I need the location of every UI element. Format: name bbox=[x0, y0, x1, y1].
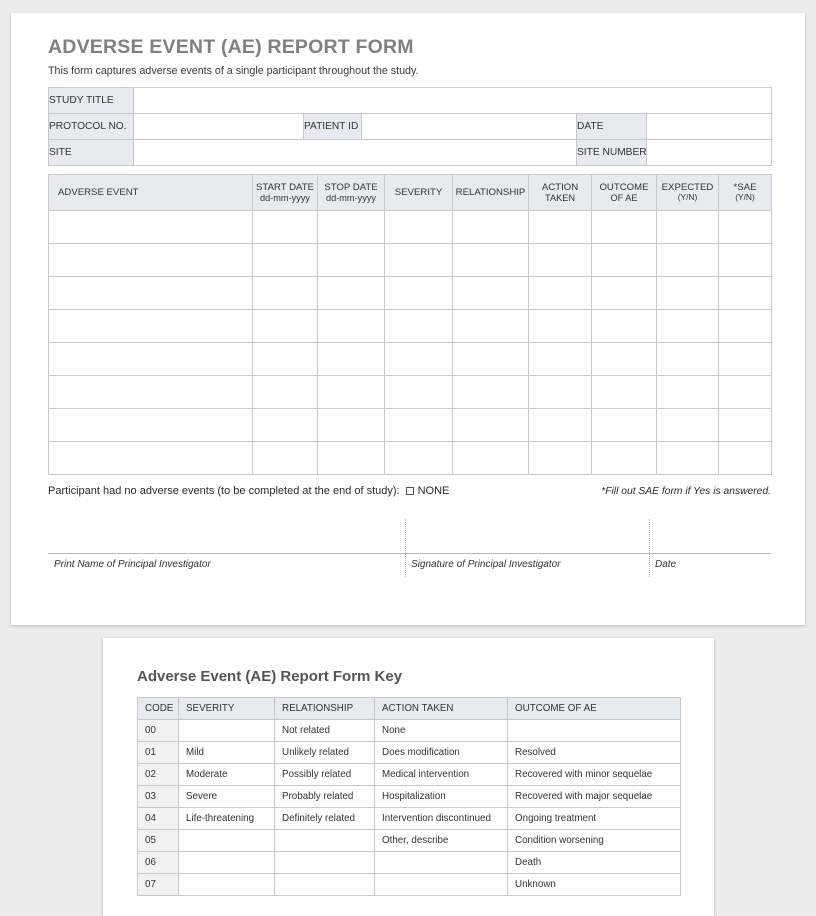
page-2-content bbox=[137, 668, 682, 896]
ae-entry-cell[interactable] bbox=[453, 343, 529, 376]
ae-entry-cell[interactable] bbox=[49, 343, 253, 376]
ae-entry-cell[interactable] bbox=[385, 442, 453, 475]
table-row bbox=[138, 764, 681, 786]
ae-entry-cell[interactable] bbox=[253, 244, 318, 277]
ae-entry-cell[interactable] bbox=[592, 310, 657, 343]
ae-entry-cell[interactable] bbox=[453, 244, 529, 277]
ae-entry-cell[interactable] bbox=[529, 343, 592, 376]
ae-entry-cell[interactable] bbox=[453, 409, 529, 442]
table-row bbox=[49, 211, 772, 244]
ae-column-header-sae bbox=[719, 175, 772, 211]
key-table-body bbox=[138, 720, 681, 896]
ae-column-header-outcome bbox=[592, 175, 657, 211]
table-row bbox=[49, 310, 772, 343]
key-page-title: Adverse Event (AE) Report Form Key bbox=[137, 668, 403, 685]
column-header-main: ACTION bbox=[541, 181, 579, 193]
table-row bbox=[49, 114, 772, 140]
ae-entry-cell[interactable] bbox=[453, 442, 529, 475]
key-value-cell: Does modification bbox=[375, 742, 508, 764]
ae-entry-cell[interactable] bbox=[49, 211, 253, 244]
key-value-cell bbox=[179, 720, 275, 742]
adverse-events-body bbox=[49, 211, 772, 475]
ae-entry-cell[interactable] bbox=[657, 244, 719, 277]
adverse-events-table bbox=[48, 174, 772, 475]
key-code-cell: 05 bbox=[138, 830, 179, 852]
key-value-cell: Resolved bbox=[508, 742, 681, 764]
none-label: NONE bbox=[417, 485, 450, 498]
ae-column-header-severity bbox=[385, 175, 453, 211]
table-row bbox=[138, 852, 681, 874]
column-header-sub: TAKEN bbox=[545, 193, 575, 203]
table-row bbox=[138, 874, 681, 896]
ae-entry-cell[interactable] bbox=[318, 343, 385, 376]
site-number-input[interactable] bbox=[647, 140, 772, 166]
study-title-label: STUDY TITLE bbox=[49, 88, 134, 114]
key-value-cell bbox=[179, 852, 275, 874]
ae-entry-cell[interactable] bbox=[719, 277, 772, 310]
ae-entry-cell[interactable] bbox=[453, 310, 529, 343]
ae-entry-cell[interactable] bbox=[385, 343, 453, 376]
ae-entry-cell[interactable] bbox=[719, 442, 772, 475]
key-code-cell: 07 bbox=[138, 874, 179, 896]
site-number-label: SITE NUMBER bbox=[577, 140, 647, 166]
ae-entry-cell[interactable] bbox=[318, 442, 385, 475]
date-label: DATE bbox=[577, 114, 647, 140]
none-checkbox[interactable] bbox=[406, 487, 414, 495]
ae-entry-cell[interactable] bbox=[318, 310, 385, 343]
key-value-cell: Recovered with minor sequelae bbox=[508, 764, 681, 786]
column-header-main: STOP DATE bbox=[324, 181, 378, 193]
table-row bbox=[49, 277, 772, 310]
ae-column-header-expected bbox=[657, 175, 719, 211]
ae-entry-cell[interactable] bbox=[592, 277, 657, 310]
ae-column-header-stop-date bbox=[318, 175, 385, 211]
column-header-sub: OF AE bbox=[610, 193, 638, 203]
ae-entry-cell[interactable] bbox=[253, 409, 318, 442]
key-value-cell: Medical intervention bbox=[375, 764, 508, 786]
key-value-cell: Other, describe bbox=[375, 830, 508, 852]
column-header-sub: dd-mm-yyyy bbox=[259, 193, 311, 203]
table-row bbox=[138, 742, 681, 764]
key-value-cell: Moderate bbox=[179, 764, 275, 786]
ae-entry-cell[interactable] bbox=[657, 277, 719, 310]
key-value-cell: Hospitalization bbox=[375, 786, 508, 808]
ae-entry-cell[interactable] bbox=[657, 310, 719, 343]
key-value-cell: Severe bbox=[179, 786, 275, 808]
ae-entry-cell[interactable] bbox=[657, 343, 719, 376]
column-header-note: (Y/N) bbox=[677, 192, 698, 203]
signature-divider-1 bbox=[405, 519, 406, 577]
date-input[interactable] bbox=[647, 114, 772, 140]
ae-entry-cell[interactable] bbox=[529, 310, 592, 343]
sae-note: *Fill out SAE form if Yes is answered. bbox=[601, 486, 771, 498]
ae-entry-cell[interactable] bbox=[453, 211, 529, 244]
column-header-main: EXPECTED bbox=[661, 182, 714, 194]
ae-column-header-action bbox=[529, 175, 592, 211]
ae-entry-cell[interactable] bbox=[453, 376, 529, 409]
ae-entry-cell[interactable] bbox=[318, 277, 385, 310]
table-row bbox=[49, 376, 772, 409]
key-code-cell: 03 bbox=[138, 786, 179, 808]
ae-entry-cell[interactable] bbox=[592, 442, 657, 475]
study-info-table bbox=[48, 87, 772, 166]
key-value-cell: Not related bbox=[275, 720, 375, 742]
key-value-cell: Unknown bbox=[508, 874, 681, 896]
key-column-header-code: CODE bbox=[138, 698, 179, 720]
key-value-cell bbox=[275, 874, 375, 896]
protocol-no-input[interactable] bbox=[134, 114, 304, 140]
ae-entry-cell[interactable] bbox=[49, 310, 253, 343]
page-1-content bbox=[48, 37, 776, 577]
adverse-events-header-row bbox=[49, 175, 772, 211]
ae-entry-cell[interactable] bbox=[253, 310, 318, 343]
key-value-cell: Death bbox=[508, 852, 681, 874]
key-value-cell: Life-threatening bbox=[179, 808, 275, 830]
no-events-row bbox=[48, 485, 771, 497]
table-row bbox=[49, 343, 772, 376]
key-value-cell bbox=[375, 874, 508, 896]
no-events-text: Participant had no adverse events (to be completed at the end of study): bbox=[48, 485, 400, 498]
ae-entry-cell[interactable] bbox=[529, 244, 592, 277]
signature-date-caption: Date bbox=[655, 559, 677, 571]
key-column-header-outcome-of-ae: OUTCOME OF AE bbox=[508, 698, 681, 720]
ae-entry-cell[interactable] bbox=[529, 376, 592, 409]
ae-entry-cell[interactable] bbox=[253, 343, 318, 376]
ae-entry-cell[interactable] bbox=[529, 442, 592, 475]
column-header-main: OUTCOME bbox=[599, 181, 649, 193]
ae-key-table bbox=[137, 697, 681, 896]
ae-entry-cell[interactable] bbox=[657, 442, 719, 475]
key-value-cell: Definitely related bbox=[275, 808, 375, 830]
key-value-cell: Unlikely related bbox=[275, 742, 375, 764]
ae-entry-cell[interactable] bbox=[253, 442, 318, 475]
ae-entry-cell[interactable] bbox=[719, 343, 772, 376]
form-key-page-2 bbox=[103, 638, 714, 916]
table-row bbox=[49, 140, 772, 166]
ae-entry-cell[interactable] bbox=[49, 376, 253, 409]
table-row bbox=[138, 830, 681, 852]
ae-entry-cell[interactable] bbox=[592, 244, 657, 277]
site-label: SITE bbox=[49, 140, 134, 166]
ae-entry-cell[interactable] bbox=[253, 211, 318, 244]
ae-entry-cell[interactable] bbox=[592, 409, 657, 442]
ae-entry-cell[interactable] bbox=[318, 376, 385, 409]
ae-entry-cell[interactable] bbox=[253, 277, 318, 310]
ae-entry-cell[interactable] bbox=[592, 343, 657, 376]
column-header-sub: dd-mm-yyyy bbox=[325, 193, 377, 203]
ae-entry-cell[interactable] bbox=[657, 376, 719, 409]
column-header-main: RELATIONSHIP bbox=[455, 187, 526, 199]
key-value-cell bbox=[375, 852, 508, 874]
signature-divider-2 bbox=[649, 519, 650, 577]
table-row bbox=[49, 244, 772, 277]
column-header-main: ADVERSE EVENT bbox=[58, 187, 139, 199]
signature-block bbox=[48, 519, 771, 577]
key-value-cell bbox=[275, 852, 375, 874]
print-name-caption: Print Name of Principal Investigator bbox=[54, 559, 211, 571]
ae-column-header-relationship bbox=[453, 175, 529, 211]
ae-entry-cell[interactable] bbox=[385, 409, 453, 442]
table-row bbox=[138, 720, 681, 742]
ae-entry-cell[interactable] bbox=[657, 211, 719, 244]
ae-entry-cell[interactable] bbox=[385, 244, 453, 277]
key-value-cell: Possibly related bbox=[275, 764, 375, 786]
key-value-cell: None bbox=[375, 720, 508, 742]
ae-entry-cell[interactable] bbox=[385, 310, 453, 343]
key-column-header-severity: SEVERITY bbox=[179, 698, 275, 720]
key-value-cell bbox=[179, 874, 275, 896]
key-value-cell: Intervention discontinued bbox=[375, 808, 508, 830]
key-code-cell: 02 bbox=[138, 764, 179, 786]
key-value-cell: Condition worsening bbox=[508, 830, 681, 852]
table-row bbox=[49, 409, 772, 442]
column-header-main: *SAE bbox=[733, 182, 757, 194]
ae-entry-cell[interactable] bbox=[49, 277, 253, 310]
form-page-1 bbox=[11, 13, 805, 625]
key-value-cell: Probably related bbox=[275, 786, 375, 808]
ae-entry-cell[interactable] bbox=[385, 211, 453, 244]
key-code-cell: 01 bbox=[138, 742, 179, 764]
signature-horizontal-rule bbox=[48, 553, 771, 554]
table-row bbox=[49, 88, 772, 114]
ae-entry-cell[interactable] bbox=[318, 211, 385, 244]
ae-entry-cell[interactable] bbox=[719, 310, 772, 343]
ae-entry-cell[interactable] bbox=[253, 376, 318, 409]
page-subtitle: This form captures adverse events of a single participant throughout the study. bbox=[48, 65, 419, 78]
patient-id-label: PATIENT ID bbox=[304, 114, 362, 140]
key-value-cell bbox=[508, 720, 681, 742]
study-title-input[interactable] bbox=[134, 88, 772, 114]
ae-entry-cell[interactable] bbox=[385, 376, 453, 409]
ae-entry-cell[interactable] bbox=[529, 409, 592, 442]
ae-entry-cell[interactable] bbox=[719, 409, 772, 442]
signature-caption: Signature of Principal Investigator bbox=[411, 559, 561, 571]
column-header-main: START DATE bbox=[256, 181, 314, 193]
key-value-cell: Mild bbox=[179, 742, 275, 764]
ae-entry-cell[interactable] bbox=[49, 244, 253, 277]
no-events-statement bbox=[48, 485, 449, 497]
key-code-cell: 06 bbox=[138, 852, 179, 874]
ae-entry-cell[interactable] bbox=[318, 244, 385, 277]
key-value-cell: Ongoing treatment bbox=[508, 808, 681, 830]
column-header-note: (Y/N) bbox=[735, 192, 755, 203]
key-column-header-relationship: RELATIONSHIP bbox=[275, 698, 375, 720]
key-header-row bbox=[138, 698, 681, 720]
ae-column-header-adverse-event bbox=[49, 175, 253, 211]
column-header-main: SEVERITY bbox=[394, 187, 443, 199]
key-value-cell: Recovered with major sequelae bbox=[508, 786, 681, 808]
ae-entry-cell[interactable] bbox=[592, 376, 657, 409]
table-row bbox=[49, 442, 772, 475]
ae-entry-cell[interactable] bbox=[318, 409, 385, 442]
ae-entry-cell[interactable] bbox=[529, 277, 592, 310]
table-row bbox=[138, 808, 681, 830]
ae-column-header-start-date bbox=[253, 175, 318, 211]
ae-entry-cell[interactable] bbox=[49, 409, 253, 442]
ae-entry-cell[interactable] bbox=[453, 277, 529, 310]
key-value-cell bbox=[275, 830, 375, 852]
table-row bbox=[138, 786, 681, 808]
key-value-cell bbox=[179, 830, 275, 852]
ae-entry-cell[interactable] bbox=[657, 409, 719, 442]
site-input[interactable] bbox=[134, 140, 577, 166]
ae-entry-cell[interactable] bbox=[719, 211, 772, 244]
key-code-cell: 00 bbox=[138, 720, 179, 742]
ae-entry-cell[interactable] bbox=[719, 376, 772, 409]
ae-entry-cell[interactable] bbox=[529, 211, 592, 244]
key-code-cell: 04 bbox=[138, 808, 179, 830]
page-title: ADVERSE EVENT (AE) REPORT FORM bbox=[48, 36, 414, 58]
ae-entry-cell[interactable] bbox=[719, 244, 772, 277]
patient-id-input[interactable] bbox=[362, 114, 577, 140]
protocol-no-label: PROTOCOL NO. bbox=[49, 114, 134, 140]
ae-entry-cell[interactable] bbox=[49, 442, 253, 475]
ae-entry-cell[interactable] bbox=[592, 211, 657, 244]
ae-entry-cell[interactable] bbox=[385, 277, 453, 310]
key-column-header-action-taken: ACTION TAKEN bbox=[375, 698, 508, 720]
